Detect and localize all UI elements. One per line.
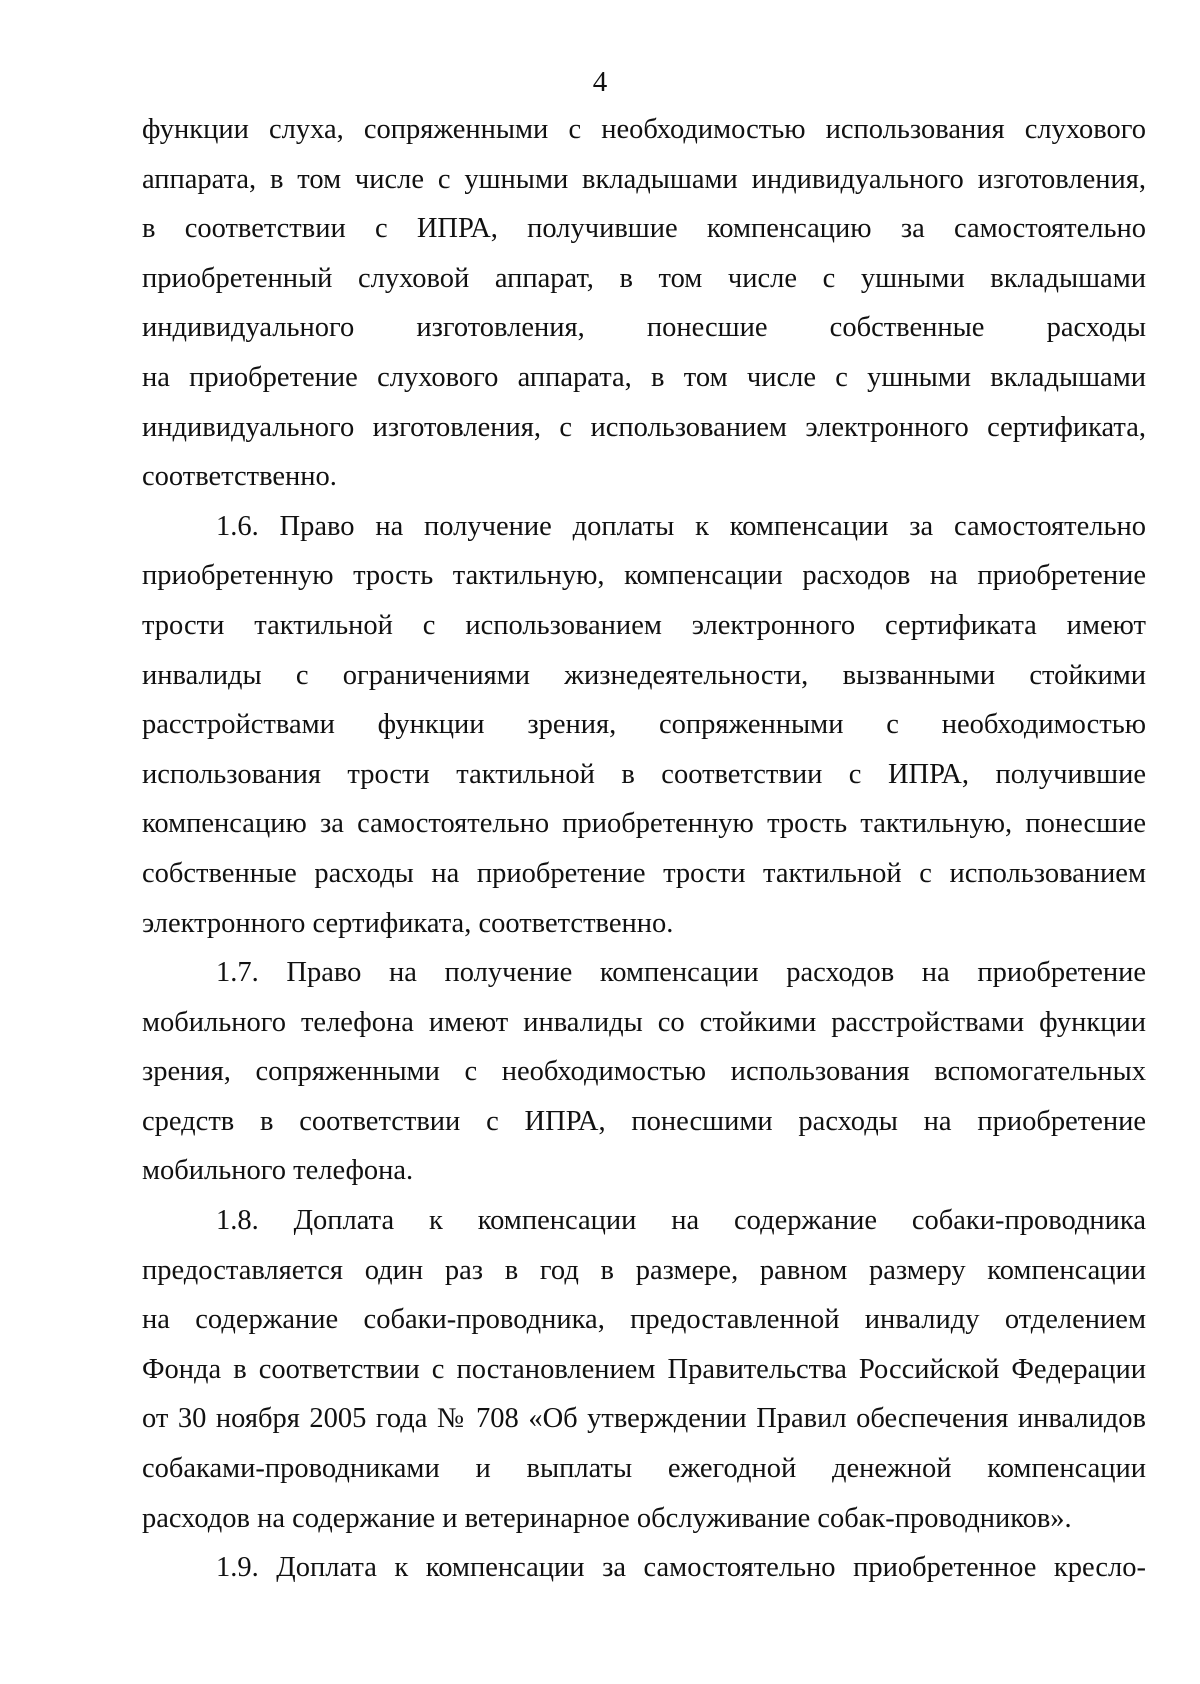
page-number: 4 [592,66,608,98]
text-line: приобретенную трость тактильную, компенсации расходов на приобретение [142,560,1146,592]
text-line: на приобретение слухового аппарата, в том числе с ушными вкладышами [142,361,1146,393]
text-line: на содержание собаки-проводника, предоставленной инвалиду отделением [142,1304,1146,1336]
text-line: расходов на содержание и ветеринарное обслуживание собак-проводников». [142,1502,1072,1534]
text-line: 1.6. Право на получение доплаты к компенсации за самостоятельно [216,510,1146,542]
text-line: 1.9. Доплата к компенсации за самостоятельно приобретенное кресло- [216,1552,1146,1584]
text-line: индивидуального изготовления, понесшие собственные расходы [142,312,1146,344]
text-line: Фонда в соответствии с постановлением Правительства Российской Федерации [142,1353,1146,1385]
text-line: соответственно. [142,461,337,493]
text-line: 1.8. Доплата к компенсации на содержание собаки-проводника [216,1205,1146,1237]
text-line: предоставляется один раз в год в размере, равном размеру компенсации [142,1254,1146,1286]
text-line: аппарата, в том числе с ушными вкладышами индивидуального изготовления, [142,163,1146,195]
text-line: от 30 ноября 2005 года № 708 «Об утверждении Правил обеспечения инвалидов [142,1403,1146,1435]
text-line: индивидуального изготовления, с использованием электронного сертификата, [142,411,1146,443]
text-line: собаками-проводниками и выплаты ежегодной денежной компенсации [142,1453,1146,1485]
document-body [142,105,1146,1593]
text-line: зрения, сопряженными с необходимостью использования вспомогательных [142,1056,1146,1088]
text-line: средств в соответствии с ИПРА, понесшими расходы на приобретение [142,1105,1146,1137]
text-line: функции слуха, сопряженными с необходимостью использования слухового [142,114,1146,145]
text-line: использования трости тактильной в соответствии с ИПРА, получившие [142,758,1146,790]
text-line: приобретенный слуховой аппарат, в том числе с ушными вкладышами [142,262,1146,294]
text-line: трости тактильной с использованием электронного сертификата имеют [142,609,1146,641]
text-line: компенсацию за самостоятельно приобретенную трость тактильную, понесшие [142,808,1146,840]
text-line: инвалиды с ограничениями жизнедеятельности, вызванными стойкими [142,659,1146,691]
text-line: электронного сертификата, соответственно. [142,907,674,939]
text-line: собственные расходы на приобретение трости тактильной с использованием [142,857,1146,889]
text-line: мобильного телефона имеют инвалиды со стойкими расстройствами функции [142,1006,1146,1038]
text-line: мобильного телефона. [142,1155,414,1187]
text-line: 1.7. Право на получение компенсации расходов на приобретение [216,957,1146,989]
text-line: в соответствии с ИПРА, получившие компенсацию за самостоятельно [142,213,1146,245]
text-line: расстройствами функции зрения, сопряженными с необходимостью [142,709,1146,741]
